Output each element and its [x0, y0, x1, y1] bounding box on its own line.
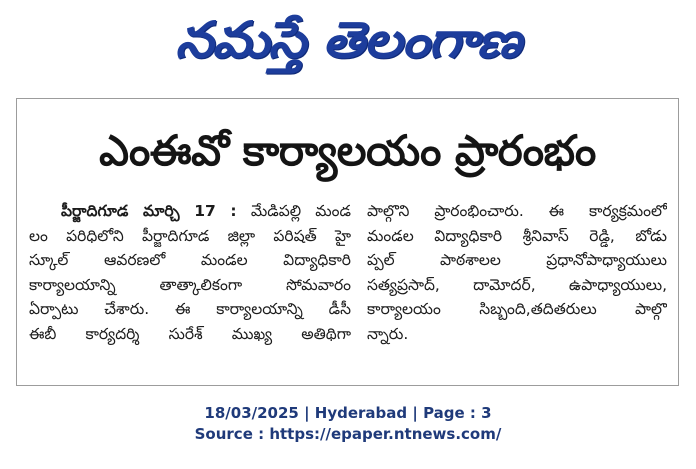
- article-left-column: [29, 199, 351, 346]
- article-clipping: [16, 98, 679, 386]
- article-line: న్నారు.: [367, 324, 409, 343]
- article-line: కార్యాలయాన్ని తాత్కాలికంగా సోమవారం: [29, 275, 351, 294]
- source-link[interactable]: Source : https://epaper.ntnews.com/: [194, 425, 502, 443]
- article-headline: ఎంఈవో కార్యాలయం ప్రారంభం: [99, 126, 596, 175]
- article-line: లం పరిధిలోని పీర్జాదిగూడ జిల్లా పరిషత్ హై: [29, 226, 351, 245]
- publication-meta: 18/03/2025 | Hyderabad | Page : 3: [204, 404, 492, 422]
- article-line: ఈబీ కార్యదర్శి సురేశ్ ముఖ్య అతిథిగా: [29, 324, 351, 343]
- article-line: సత్యప్రసాద్, దామోదర్, ఉపాధ్యాయులు,: [367, 275, 667, 294]
- article-line-text: మేడిపల్లి మండ: [250, 202, 351, 220]
- article-line: [29, 199, 351, 224]
- article-line: కార్యాలయం సిబ్బంది,తదితరులు పాల్గొ: [367, 300, 667, 318]
- article-line: ఏర్పాటు చేశారు. ఈ కార్యాలయాన్ని డీసీ: [29, 300, 351, 318]
- article-line: పాల్గొని ప్రారంభించారు. ఈ కార్యక్రమంలో: [367, 202, 667, 220]
- article-line: ప్పల్ పాఠశాలల ప్రధానోపాధ్యాయులు: [367, 251, 667, 269]
- article-line: మండల విద్యాధికారి శ్రీనివాస్ రెడ్డి, బోడు: [367, 226, 667, 245]
- clipping-footer: [0, 403, 696, 445]
- newspaper-masthead: [0, 8, 696, 80]
- newspaper-logo-text: నమస్తే తెలంగాణ: [175, 11, 521, 69]
- article-dateline: పీర్జాదిగూడ మార్చి 17 :: [61, 202, 237, 220]
- article-line: స్కూల్ ఆవరణలో మండల విద్యాధికారి: [29, 251, 351, 269]
- article-right-column: [367, 199, 667, 346]
